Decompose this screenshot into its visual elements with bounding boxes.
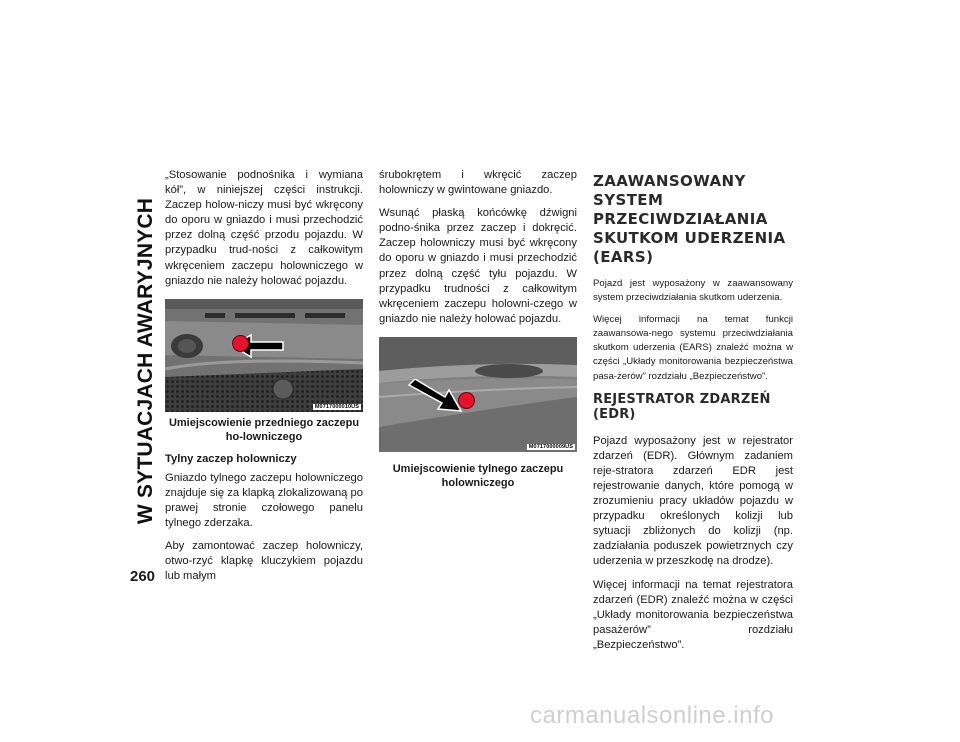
section-heading: REJESTRATOR ZDARZEŃ (EDR) (593, 391, 771, 422)
paragraph: Gniazdo tylnego zaczepu holowniczego znajduje się za klapką zlokalizowaną po prawej stronie czołowego panelu tylnego zderzaka. (165, 471, 363, 530)
side-section-title (132, 178, 160, 543)
paragraph: Pojazd jest wyposażony w zaawansowany system przeciwdziałania skutkom uderzenia. (593, 278, 793, 304)
watermark: carmanualsonline.info (530, 702, 774, 729)
paragraph: „Stosowanie podnośnika i wymiana kół”, w niniejszej części instrukcji. Zaczep holow-niczy musi być wkręcony do oporu w gniazdo i musi przechodzić przez dolną część przodu pojazdu. W przypadku trud-ności z całkowitym wkręceniem zaczepu holowniczego w gniazdo nie należy holować pojazdu. (165, 169, 363, 287)
figure-caption: Umiejscowienie tylnego zaczepu holowniczego (392, 462, 564, 489)
figure-caption: Umiejscowienie przedniego zaczepu ho-lowniczego (168, 416, 360, 443)
paragraph: Pojazd wyposażony jest w rejestrator zdarzeń (EDR). Głównym zadaniem reje-stratora zdarzeń EDR jest rejestrowanie danych, które pomogą w zrozumieniu pracy układów pojazdu w przypadku określonych kolizji lub sytuacji zbliżonych do kolizji (np. zadziałania poduszek powietrznych czy uderzenia w przeszkodę na drodze). (593, 434, 793, 568)
column-3 (593, 168, 793, 661)
figure-code: M0717000010US (314, 403, 359, 410)
paragraph: Wsunąć płaską końcówkę dźwigni podno-śnika przez zaczep i dokręcić. Zaczep holowniczy musi być wkręcony do oporu w gniazdo i musi przechodzić przez dolną część tyłu pojazdu. W przypadku trudności z całkowitym wkręceniem zaczepu holowni-czego w gniazdo nie należy holować pojazdu. (379, 207, 577, 325)
subheading: Tylny zaczep holowniczy (165, 452, 297, 465)
front-tow-hook-photo (165, 299, 363, 412)
figure-code: M0717000009US (528, 443, 573, 450)
paragraph: Więcej informacji na temat funkcji zaawansowa-nego systemu przeciwdziałania skutkom uderzenia (EARS) znaleźć można w części „Układy monitorowania bezpieczeństwa pasa-żerów” rozdziału „Bezpieczeństwo”. (593, 314, 793, 382)
side-section-title-text: W SYTUACJACH AWARYJNYCH (134, 197, 157, 524)
red-dot-marker (459, 393, 474, 408)
arrow-icon (405, 379, 465, 413)
ears-text (593, 277, 793, 384)
section-heading: ZAAWANSOWANY SYSTEM PRZECIWDZIAŁANIA SKUTKOM UDERZENIA (EARS) (593, 172, 786, 266)
column-1 (165, 168, 363, 592)
page-number: 260 (130, 568, 156, 585)
rear-tow-hook-photo (379, 337, 577, 452)
paragraph: Więcej informacji na temat rejestratora zdarzeń (EDR) znaleźć można w części „Układy monitorowania bezpieczeństwa pasażerów” rozdziału „Bezpieczeństwo”. (593, 578, 793, 651)
column-2 (379, 168, 577, 499)
paragraph: śrubokrętem i wkręcić zaczep holowniczy w gwintowane gniazdo. (379, 169, 577, 197)
paragraph: Aby zamontować zaczep holowniczy, otwo-rzyć klapkę kluczykiem pojazdu lub małym (165, 540, 363, 583)
red-dot-marker (233, 336, 248, 351)
